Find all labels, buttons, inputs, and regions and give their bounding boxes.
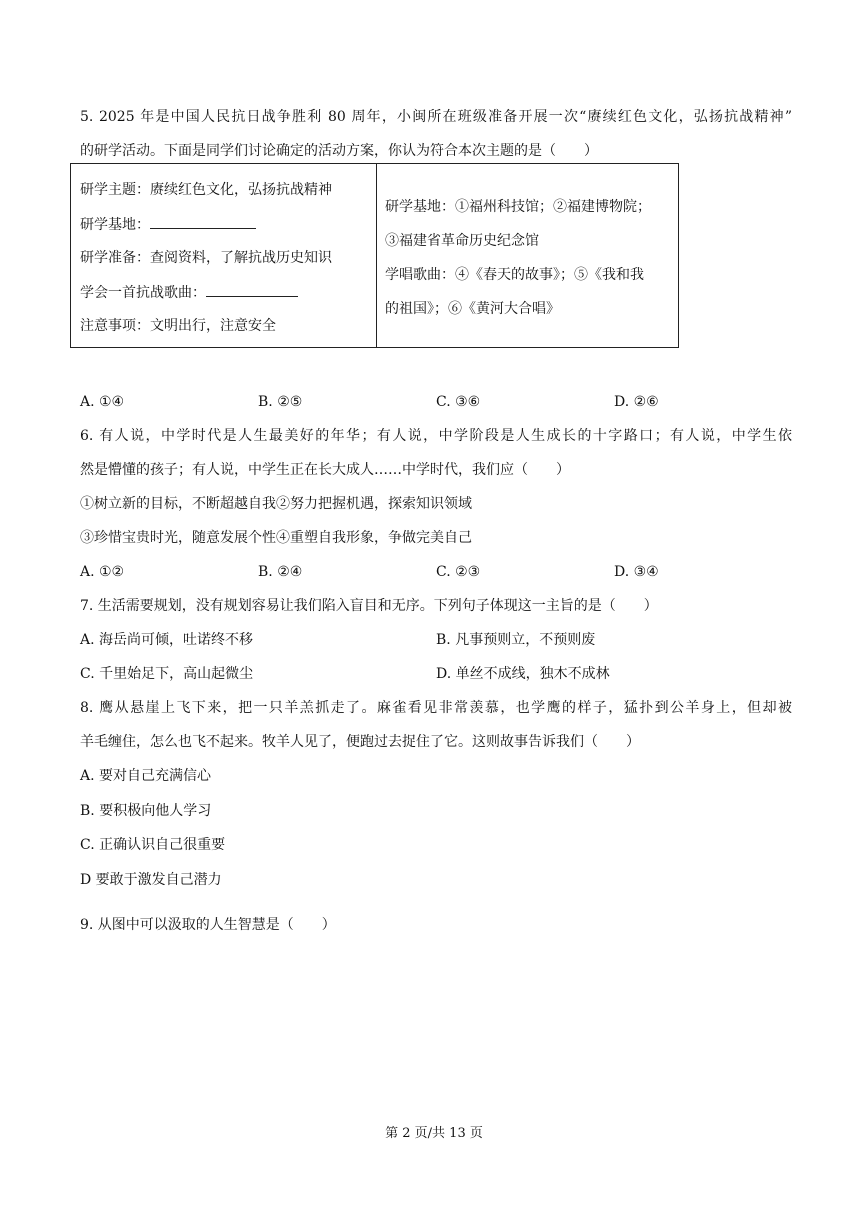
table-song-label: 学会一首抗战歌曲： (80, 285, 206, 301)
q8-option-b[interactable]: B. 要积极向他人学习 (80, 803, 212, 819)
table-base-options-2: ③福建省革命历史纪念馆 (385, 233, 539, 249)
table-divider (376, 164, 377, 347)
q8-option-c[interactable]: C. 正确认识自己很重要 (80, 837, 226, 853)
q8-option-d[interactable]: D 要敢于激发自己潜力 (80, 872, 222, 888)
q5-option-c[interactable]: C. ③⑥ (436, 394, 481, 410)
q8-stem-line-1: 8. 鹰从悬崖上飞下来，把一只羊羔抓走了。麻雀看见非常羡慕，也学鹰的样子，猛扑到公羊身上，但却被 (80, 700, 792, 716)
q7-option-d[interactable]: D. 单丝不成线，独木不成林 (436, 666, 610, 682)
q6-option-b[interactable]: B. ②④ (258, 564, 303, 580)
q6-option-d[interactable]: D. ③④ (614, 564, 659, 580)
q7-option-c[interactable]: C. 千里始足下，高山起微尘 (80, 666, 254, 682)
q6-statements-1: ①树立新的目标，不断超越自我②努力把握机遇，探索知识领域 (80, 496, 472, 512)
song-blank (206, 282, 298, 297)
q8-option-a[interactable]: A. 要对自己充满信心 (80, 768, 212, 784)
table-base-options-1: 研学基地：①福州科技馆；②福建博物院； (385, 199, 651, 215)
q5-option-d[interactable]: D. ②⑥ (614, 394, 659, 410)
q5-stem-line-2: 的研学活动。下面是同学们讨论确定的活动方案，你认为符合本次主题的是（ ） (80, 143, 598, 159)
table-song-options-2: 的祖国》；⑥《黄河大合唱》 (385, 301, 560, 317)
q7-option-a[interactable]: A. 海岳尚可倾，吐诺终不移 (80, 632, 254, 648)
q9-stem: 9. 从图中可以汲取的人生智慧是（ ） (80, 917, 336, 933)
q6-stem-line-1: 6. 有人说，中学时代是人生最美好的年华；有人说，中学阶段是人生成长的十字路口；有人说，中学生依 (80, 428, 792, 444)
q5-option-b[interactable]: B. ②⑤ (258, 394, 303, 410)
q7-stem: 7. 生活需要规划，没有规划容易让我们陷入盲目和无序。下列句子体现这一主旨的是（ ） (80, 598, 658, 614)
table-theme: 研学主题：赓续红色文化，弘扬抗战精神 (80, 182, 332, 198)
q6-option-c[interactable]: C. ②③ (436, 564, 481, 580)
table-base-label: 研学基地： (80, 217, 150, 233)
q6-stem-line-2: 然是懵懂的孩子；有人说，中学生正在长大成人……中学时代，我们应（ ） (80, 462, 570, 478)
q5-plan-table (70, 163, 679, 348)
q7-option-b[interactable]: B. 凡事预则立，不预则废 (436, 632, 596, 648)
q6-statements-2: ③珍惜宝贵时光，随意发展个性④重塑自我形象，争做完美自己 (80, 530, 472, 546)
table-song-options-1: 学唱歌曲：④《春天的故事》；⑤《我和我 (385, 267, 644, 283)
q8-stem-line-2: 羊毛缠住，怎么也飞不起来。牧羊人见了，便跑过去捉住了它。这则故事告诉我们（ ） (80, 734, 640, 750)
base-blank (150, 214, 256, 229)
q5-stem-line-1: 5. 2025 年是中国人民抗日战争胜利 80 周年，小闽所在班级准备开展一次“赓续红色文化，弘扬抗战精神” (80, 109, 792, 125)
table-song-row (80, 282, 298, 303)
q6-option-a[interactable]: A. ①② (80, 564, 125, 580)
table-prep: 研学准备：查阅资料，了解抗战历史知识 (80, 250, 332, 266)
page-number: 第 2 页/共 13 页 (385, 1126, 483, 1141)
q5-option-a[interactable]: A. ①④ (80, 394, 125, 410)
table-base-row (80, 214, 256, 235)
table-notes: 注意事项：文明出行，注意安全 (80, 318, 276, 334)
